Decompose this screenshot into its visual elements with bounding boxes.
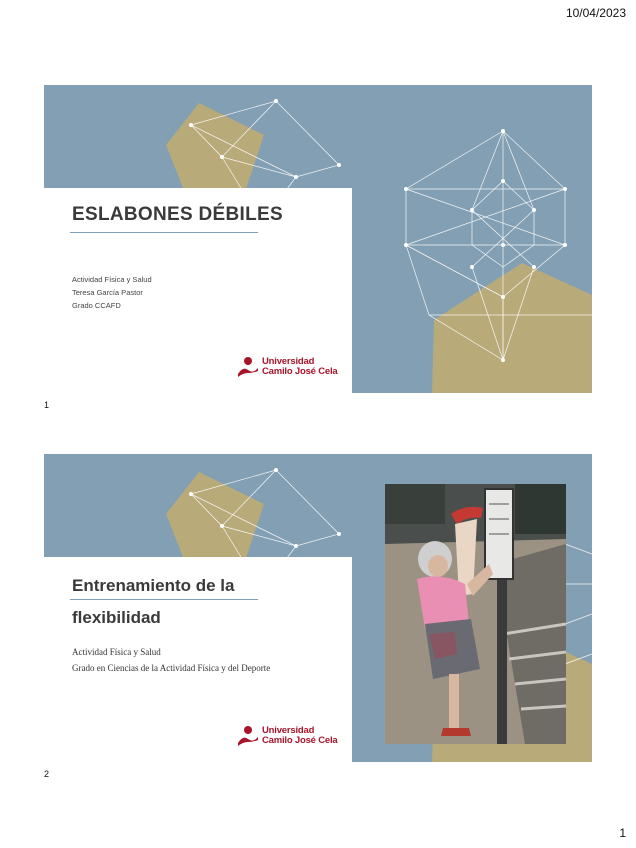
logo-text-line1: Universidad (262, 356, 315, 367)
subtitle-course: Actividad Física y Salud (72, 647, 161, 657)
subtitle-course: Actividad Física y Salud (72, 275, 152, 284)
logo-text-line1: Universidad (262, 725, 315, 736)
slide-2 (44, 454, 592, 762)
slide-title: ESLABONES DÉBILES (72, 204, 283, 225)
photo-elderly-woman-stretching (385, 484, 566, 744)
title-card (44, 557, 352, 762)
ucjc-logo-icon (237, 725, 259, 747)
logo-text-line2: Camilo José Cela (262, 366, 338, 377)
slide-title-line2: flexibilidad (72, 608, 161, 627)
ucjc-logo-icon (237, 356, 259, 378)
page-number: 1 (619, 826, 626, 840)
title-underline (70, 232, 258, 233)
subtitle-author: Teresa García Pastor (72, 288, 143, 297)
logo-text-line2: Camilo José Cela (262, 735, 338, 746)
slide-number-2: 2 (44, 769, 50, 779)
slide-1 (44, 85, 592, 393)
slide-number-1: 1 (44, 400, 50, 410)
title-card (44, 188, 352, 393)
university-logo (237, 725, 337, 747)
title-underline (70, 599, 258, 600)
subtitle-degree: Grado CCAFD (72, 301, 121, 310)
date-header: 10/04/2023 (565, 6, 626, 20)
subtitle-degree: Grado en Ciencias de la Actividad Física y del Deporte (72, 663, 271, 673)
university-logo (237, 356, 337, 378)
slide-title-line1: Entrenamiento de la (72, 576, 235, 595)
